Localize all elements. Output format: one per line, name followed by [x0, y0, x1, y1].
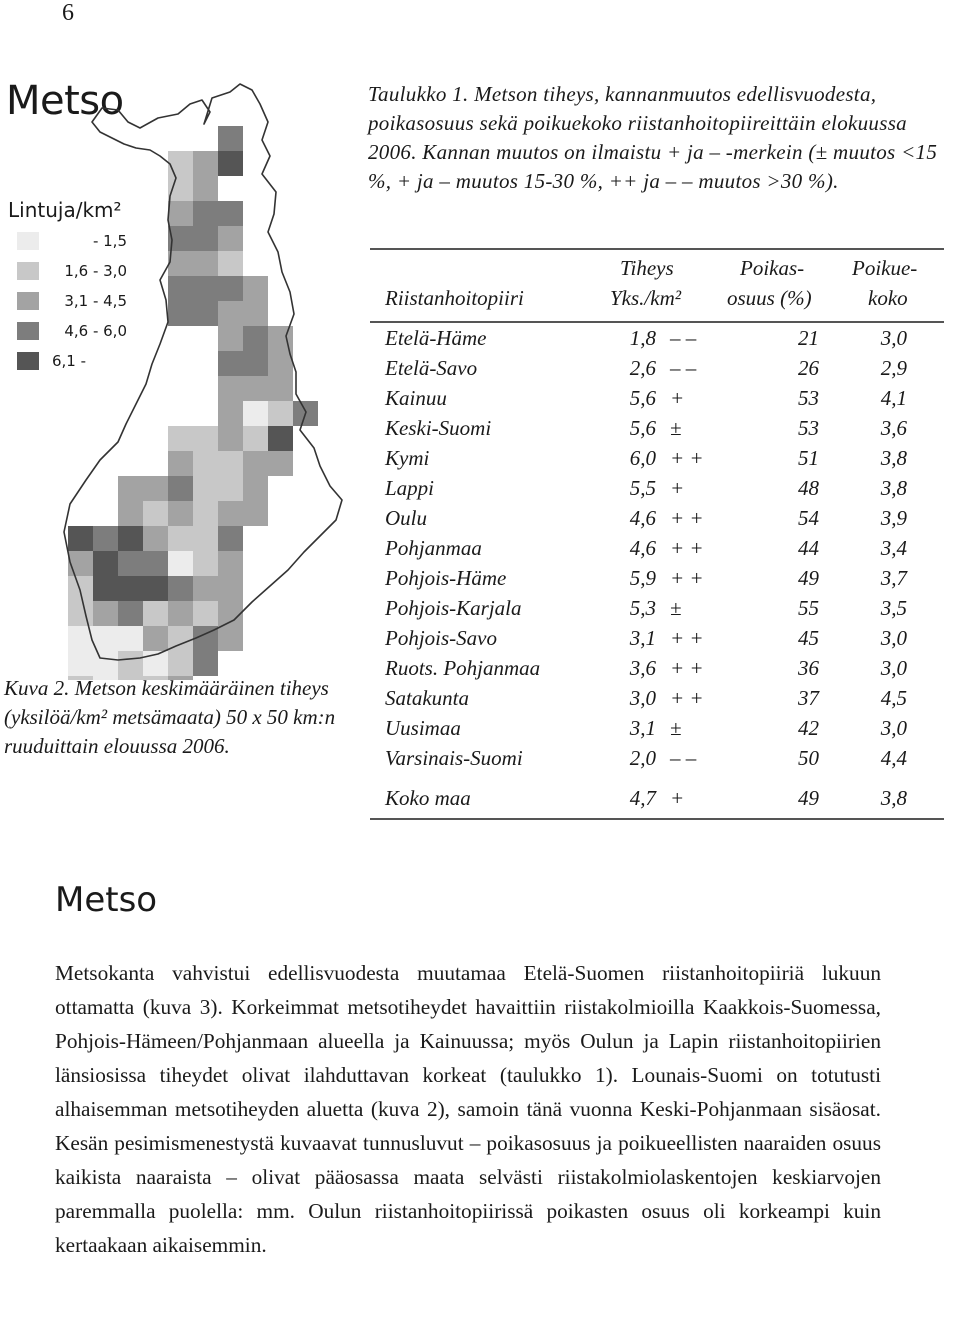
map-grid-cell	[143, 501, 168, 526]
change-cell: + +	[670, 506, 704, 530]
map-grid-cell	[218, 226, 243, 251]
map-grid-cell	[193, 551, 218, 576]
header-district: Riistanhoitopiiri	[385, 286, 524, 310]
map-grid-cell	[243, 276, 268, 301]
chick-share-cell: 54	[798, 506, 819, 530]
map-grid-cell	[93, 551, 118, 576]
change-cell: + +	[670, 536, 704, 560]
map-grid-cell	[218, 426, 243, 451]
map-grid-cell	[118, 601, 143, 626]
map-grid-cell	[268, 451, 293, 476]
density-cell: 3,1	[629, 716, 656, 740]
district-cell: Uusimaa	[385, 716, 461, 740]
district-cell: Lappi	[385, 476, 435, 500]
map-grid-cell	[68, 601, 93, 626]
body-paragraph: Metsokanta vahvistui edellisvuodesta muutamaa Etelä-Suomen riistanhoitopiiriä lukuun ottamatta (kuva 3). Korkeimmat metsotiheydet havaittiin riistakolmioilla Kaakkois-Suomessa, Pohjois-Hämeen/Pohjanmaan alueella ja Kainuussa; myös Oulun ja Lapin riistanhoitopiirien länsiosissa tiheydet olivat ilahduttavan korkeat (taulukko 1). Lounais-Suomi on totutusti alhaisemman metsotiheyden aluetta (kuva 2), samoin tänä vuonna Keski-Pohjanmaan sisäosat. Kesän pesimismenestystä kuvaavat tunnusluvut – poikasosuus ja poikueellisten naaraiden osuus kaikista naaraista – olivat pääosassa maata selvästi riistakolmiolaskentojen keskiarvojen paremmalla puolella: mm. Oulun riistanhoitopiirissä poikasten osuus oli korkeampi kuin kertaakaan aikaisemmin.	[55, 961, 881, 1257]
change-cell: + +	[670, 686, 704, 710]
map-grid-cell	[118, 626, 143, 651]
map-grid-cell	[268, 401, 293, 426]
brood-size-cell: 3,9	[880, 506, 907, 530]
chick-share-cell: 49	[798, 566, 819, 590]
map-grid-cell	[243, 326, 268, 351]
header-density-top: Tiheys	[620, 256, 674, 280]
map-grid-cell	[68, 651, 93, 676]
brood-size-cell: 3,5	[880, 596, 907, 620]
map-grid-cell	[168, 651, 193, 676]
map-grid-cell	[168, 451, 193, 476]
change-cell: ±	[670, 416, 682, 440]
legend-label: 1,6 - 3,0	[64, 262, 127, 280]
map-grid-cell	[168, 276, 193, 301]
table-top-rule	[370, 248, 944, 250]
table-bottom-rule	[370, 818, 944, 820]
section-title: Metso	[55, 880, 158, 920]
map-grid-cell	[218, 201, 243, 226]
map-grid-cell	[193, 576, 218, 601]
map-grid-cell	[143, 526, 168, 551]
map-grid-cell	[193, 276, 218, 301]
map-grid-cell	[193, 526, 218, 551]
change-cell: +	[670, 386, 685, 410]
brood-size-cell: 3,4	[880, 536, 907, 560]
map-grid-cell	[243, 301, 268, 326]
density-cell: 5,6	[629, 386, 656, 410]
map-grid-cell	[193, 251, 218, 276]
district-cell: Oulu	[385, 506, 427, 530]
map-grid-cell	[193, 301, 218, 326]
density-cell: 2,0	[629, 746, 656, 770]
legend-label: 3,1 - 4,5	[64, 292, 127, 310]
map-grid-cell	[143, 576, 168, 601]
density-cell: 6,0	[629, 446, 656, 470]
change-cell: + +	[670, 626, 704, 650]
brood-size-cell: 3,0	[880, 656, 907, 680]
legend-title: Lintuja/km²	[8, 198, 122, 222]
map-grid-cell	[143, 626, 168, 651]
chick-share-cell: 48	[798, 476, 819, 500]
map-grid-cell	[218, 526, 243, 551]
district-cell: Etelä-Savo	[385, 356, 478, 380]
header-chick-bottom: osuus (%)	[727, 286, 812, 310]
map-grid-cell	[68, 526, 93, 551]
change-cell: – –	[670, 326, 697, 350]
legend-label: - 1,5	[92, 232, 127, 250]
district-cell: Pohjois-Häme	[385, 566, 507, 590]
map-grid-cell	[168, 301, 193, 326]
brood-size-cell: 3,0	[880, 326, 907, 350]
density-cell: 5,9	[629, 566, 656, 590]
map-grid-cell	[68, 551, 93, 576]
map-grid-cell	[68, 576, 93, 601]
map-grid-cell	[93, 626, 118, 651]
district-cell: Kymi	[385, 446, 430, 470]
map-grid-cell	[193, 426, 218, 451]
density-cell: 5,5	[629, 476, 656, 500]
change-cell: + +	[670, 446, 704, 470]
density-cell: 1,8	[629, 326, 656, 350]
map-grid-cell	[168, 601, 193, 626]
map-grid-cell	[218, 251, 243, 276]
map-grid-cell	[143, 551, 168, 576]
map-grid-cell	[243, 426, 268, 451]
density-cell: 5,3	[629, 596, 656, 620]
district-cell: Pohjois-Karjala	[385, 596, 522, 620]
map-grid-cell	[218, 626, 243, 651]
map-grid-cell	[118, 576, 143, 601]
map-grid-cell	[118, 526, 143, 551]
density-cell: 3,6	[629, 656, 656, 680]
district-cell: Ruots. Pohjanmaa	[385, 656, 541, 680]
density-cell: 4,6	[629, 506, 656, 530]
change-cell: + +	[670, 566, 704, 590]
map-grid-cell	[168, 551, 193, 576]
map-grid-cell	[218, 301, 243, 326]
page-number: 6	[62, 0, 74, 26]
density-cell: 4,7	[629, 786, 656, 810]
brood-size-cell: 4,5	[880, 686, 907, 710]
chick-share-cell: 44	[798, 536, 819, 560]
map-grid-cell	[218, 451, 243, 476]
brood-size-cell: 3,6	[880, 416, 907, 440]
map-grid-cell	[143, 601, 168, 626]
finland-density-map	[30, 80, 360, 680]
header-brood-bottom: koko	[868, 286, 908, 310]
brood-size-cell: 4,1	[880, 386, 907, 410]
map-grid-cell	[118, 551, 143, 576]
map-grid-cell	[93, 576, 118, 601]
brood-size-cell: 3,7	[880, 566, 907, 590]
brood-size-cell: 3,8	[880, 446, 907, 470]
chick-share-cell: 50	[798, 746, 819, 770]
map-grid-cell	[168, 476, 193, 501]
map-grid-cell	[243, 476, 268, 501]
map-grid-cell	[243, 376, 268, 401]
change-cell: – –	[670, 746, 697, 770]
map-grid-cell	[118, 651, 143, 676]
map-grid-cell	[168, 576, 193, 601]
header-brood-top: Poikue-	[852, 256, 918, 280]
map-grid-cell	[193, 201, 218, 226]
brood-size-cell: 3,8	[880, 476, 907, 500]
map-grid-cell	[93, 651, 118, 676]
district-cell: Varsinais-Suomi	[385, 746, 523, 770]
map-grid-cell	[168, 201, 193, 226]
map-grid-cell	[168, 426, 193, 451]
map-grid-cell	[168, 526, 193, 551]
table-header-rule	[370, 321, 944, 323]
change-cell: +	[670, 476, 685, 500]
district-cell: Pohjanmaa	[385, 536, 482, 560]
brood-size-cell: 3,0	[880, 716, 907, 740]
map-grid-cell	[268, 351, 293, 376]
density-cell: 5,6	[629, 416, 656, 440]
change-cell: – –	[670, 356, 697, 380]
map-grid-cell	[193, 151, 218, 176]
map-grid-cell	[243, 501, 268, 526]
district-cell: Pohjois-Savo	[385, 626, 497, 650]
map-grid-cell	[93, 526, 118, 551]
chick-share-cell: 36	[798, 656, 819, 680]
chick-share-cell: 55	[798, 596, 819, 620]
chick-share-cell: 42	[798, 716, 819, 740]
map-grid-cell	[193, 501, 218, 526]
density-cell: 4,6	[629, 536, 656, 560]
map-grid-cell	[218, 351, 243, 376]
map-grid-cell	[193, 601, 218, 626]
map-grid-cell	[193, 651, 218, 676]
map-grid-cell	[143, 476, 168, 501]
map-grid-cell	[268, 426, 293, 451]
change-cell: ±	[670, 596, 682, 620]
brood-size-cell: 4,4	[880, 746, 907, 770]
district-cell: Keski-Suomi	[385, 416, 492, 440]
map-grid-cell	[218, 401, 243, 426]
header-chick-top: Poikas-	[740, 256, 805, 280]
map-grid-cell	[243, 351, 268, 376]
chick-share-cell: 53	[798, 416, 819, 440]
map-grid-cell	[118, 476, 143, 501]
map-grid-cell	[93, 601, 118, 626]
map-grid-cell	[218, 326, 243, 351]
brood-size-cell: 3,0	[880, 626, 907, 650]
brood-size-cell: 3,8	[880, 786, 907, 810]
map-grid-cell	[193, 176, 218, 201]
map-grid-cell	[168, 501, 193, 526]
map-grid-cell	[218, 551, 243, 576]
brood-size-cell: 2,9	[880, 356, 907, 380]
map-grid-cell	[193, 451, 218, 476]
change-cell: + +	[670, 656, 704, 680]
map-grid-cell	[218, 376, 243, 401]
header-density-bottom: Yks./km²	[610, 286, 682, 310]
map-grid-cell	[218, 276, 243, 301]
map-grid-cell	[118, 501, 143, 526]
density-cell: 3,1	[629, 626, 656, 650]
map-grid-cell	[218, 476, 243, 501]
map-title: Metso	[6, 78, 124, 124]
map-grid-cell	[193, 226, 218, 251]
map-grid-cell	[193, 476, 218, 501]
chick-share-cell: 37	[798, 686, 819, 710]
chick-share-cell: 26	[798, 356, 819, 380]
map-grid-cell	[168, 151, 193, 176]
chick-share-cell: 49	[798, 786, 819, 810]
map-grid-cell	[218, 501, 243, 526]
map-grid-cell	[218, 126, 243, 151]
district-cell: Koko maa	[385, 786, 471, 810]
map-grid-cell	[218, 151, 243, 176]
map-grid-cell	[168, 251, 193, 276]
table-caption: Taulukko 1. Metson tiheys, kannanmuutos edellisvuodesta, poikasosuus sekä poikuekoko riistanhoitopiireittäin elokuussa 2006. Kannan muutos on ilmaistu + ja – -merkein (± muutos <15 %, + ja – muutos 15-30 %, ++ ja – – muutos >30 %).	[368, 82, 938, 193]
chick-share-cell: 45	[798, 626, 819, 650]
legend-label: 4,6 - 6,0	[64, 322, 127, 340]
district-cell: Satakunta	[385, 686, 469, 710]
map-grid-cell	[268, 376, 293, 401]
map-grid-cell	[218, 576, 243, 601]
chick-share-cell: 21	[798, 326, 819, 350]
district-cell: Kainuu	[385, 386, 447, 410]
map-grid-cell	[243, 451, 268, 476]
district-cell: Etelä-Häme	[385, 326, 487, 350]
density-cell: 2,6	[629, 356, 656, 380]
legend-label: 6,1 -	[52, 352, 87, 370]
chick-share-cell: 51	[798, 446, 819, 470]
change-cell: +	[670, 786, 685, 810]
map-caption: Kuva 2. Metson keskimääräinen tiheys (yksilöä/km² metsämaata) 50 x 50 km:n ruuduittain elouussa 2006.	[4, 676, 336, 758]
chick-share-cell: 53	[798, 386, 819, 410]
change-cell: ±	[670, 716, 682, 740]
map-grid-cell	[243, 401, 268, 426]
density-cell: 3,0	[629, 686, 656, 710]
